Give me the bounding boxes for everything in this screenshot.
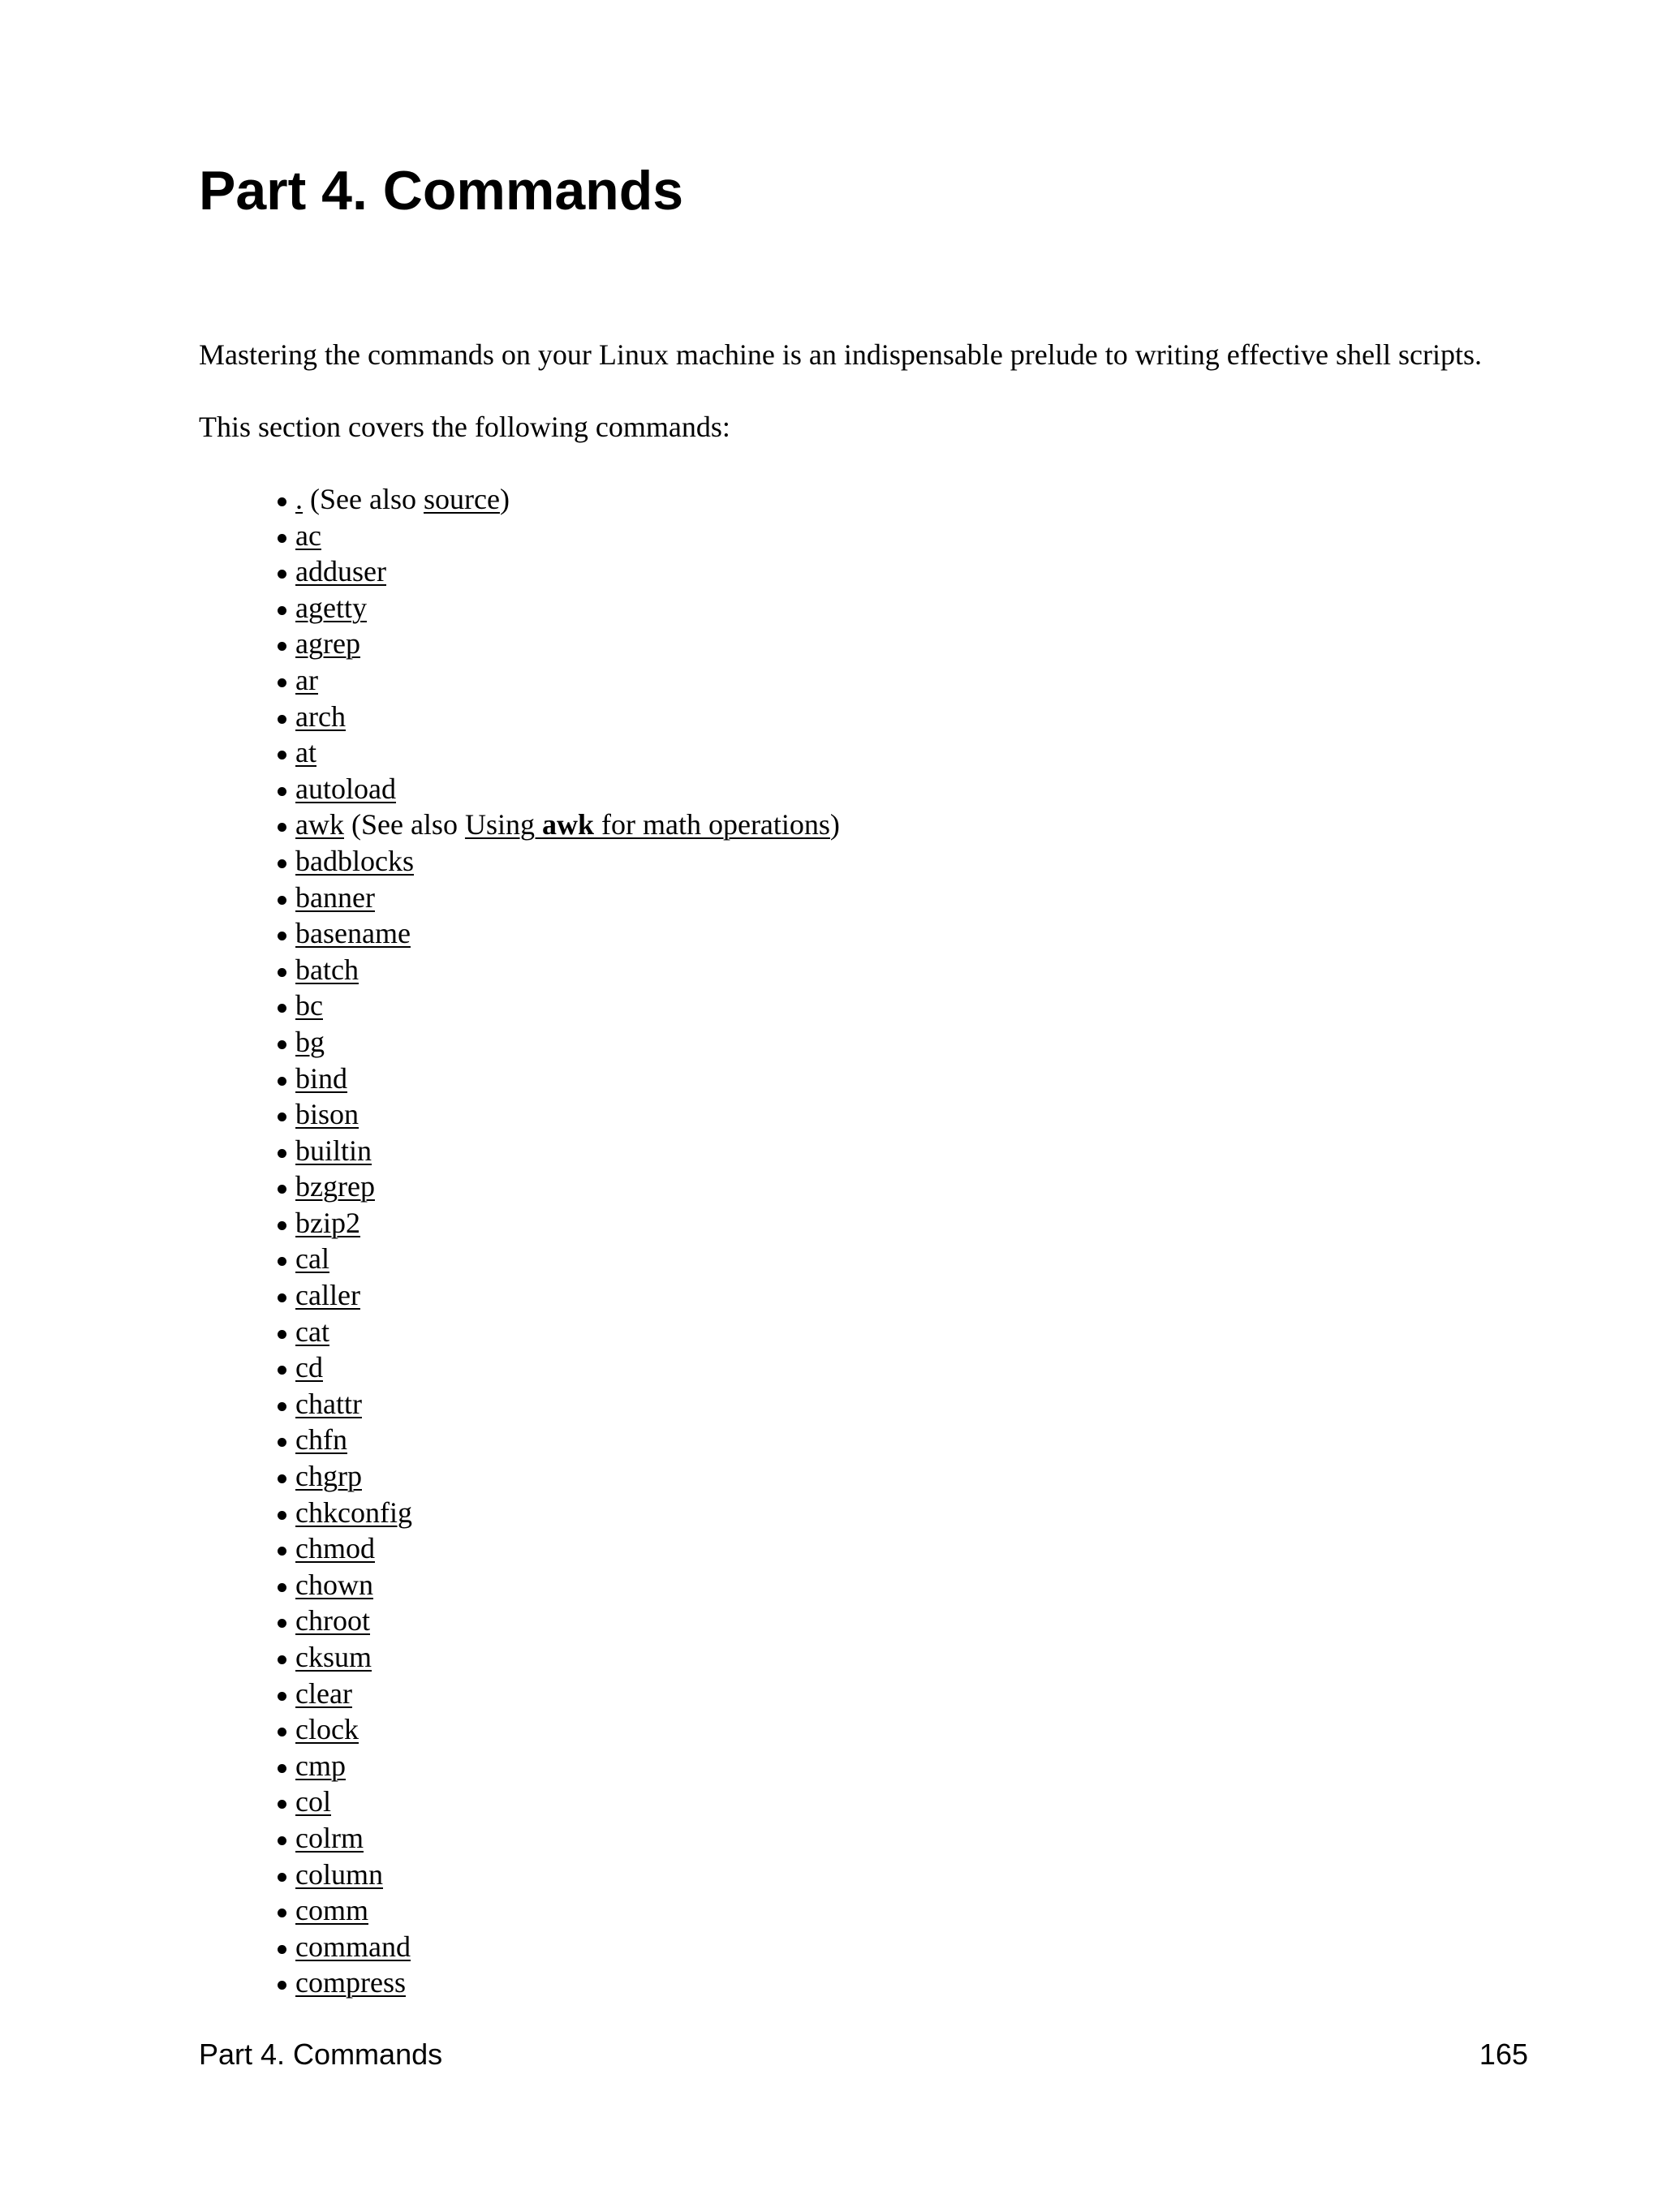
command-link[interactable]: batch <box>295 953 359 986</box>
command-link[interactable]: bg <box>295 1025 325 1058</box>
list-item <box>276 915 840 952</box>
list-item <box>276 1277 840 1314</box>
command-link[interactable]: bind <box>295 1061 348 1095</box>
list-item <box>276 1096 840 1133</box>
footer-title: Part 4. Commands <box>199 2038 443 2071</box>
command-link[interactable]: chgrp <box>295 1460 362 1493</box>
command-link[interactable]: ar <box>295 663 318 696</box>
command-link[interactable]: comm <box>295 1894 368 1927</box>
list-item <box>276 734 840 771</box>
command-link[interactable]: builtin <box>295 1134 372 1167</box>
command-link[interactable]: ac <box>295 519 321 552</box>
command-link[interactable]: basename <box>295 917 411 950</box>
covers-paragraph: This section covers the following commands: <box>199 411 730 443</box>
command-link[interactable]: col <box>295 1785 331 1818</box>
list-item <box>276 1386 840 1422</box>
list-item <box>276 518 840 554</box>
list-item <box>276 880 840 916</box>
command-link[interactable]: cat <box>295 1315 329 1348</box>
command-link[interactable]: colrm <box>295 1821 364 1854</box>
list-item <box>276 481 840 518</box>
command-link[interactable]: adduser <box>295 555 386 588</box>
list-item <box>276 1422 840 1458</box>
command-link[interactable]: command <box>295 1930 411 1963</box>
command-link[interactable]: banner <box>295 880 375 914</box>
command-link[interactable]: compress <box>295 1966 406 1999</box>
command-link[interactable]: cal <box>295 1242 329 1276</box>
list-item <box>276 1603 840 1639</box>
list-item <box>276 1241 840 1277</box>
list-item <box>276 1567 840 1603</box>
command-link[interactable]: chown <box>295 1568 373 1601</box>
list-item <box>276 843 840 880</box>
see-also-prefix: (See also <box>343 808 465 841</box>
list-item <box>276 988 840 1024</box>
list-item <box>276 590 840 626</box>
list-item <box>276 1929 840 1965</box>
see-also-link-text: Using <box>464 808 542 841</box>
list-item <box>276 1133 840 1169</box>
command-link[interactable]: autoload <box>295 772 396 805</box>
see-also-prefix: (See also <box>303 483 424 515</box>
see-also-link[interactable]: source <box>423 483 500 515</box>
list-item <box>276 1892 840 1929</box>
list-item <box>276 1205 840 1242</box>
command-link[interactable]: cksum <box>295 1641 372 1673</box>
list-item <box>276 1530 840 1567</box>
list-item <box>276 1784 840 1820</box>
see-also-link-bold: awk <box>541 808 594 841</box>
list-item <box>276 1314 840 1350</box>
list-item <box>276 1458 840 1495</box>
list-item <box>276 699 840 735</box>
list-item <box>276 771 840 807</box>
list-item <box>276 1820 840 1857</box>
command-link[interactable]: cmp <box>295 1749 346 1782</box>
command-link[interactable]: bc <box>295 989 323 1022</box>
list-item <box>276 626 840 662</box>
page-number: 165 <box>1479 2038 1528 2071</box>
command-link[interactable]: chmod <box>295 1532 375 1565</box>
see-also-suffix: ) <box>499 483 510 515</box>
list-item <box>276 1349 840 1386</box>
see-also-link-text: for math operations <box>594 808 830 841</box>
list-item <box>276 807 840 843</box>
command-link[interactable]: bzgrep <box>295 1170 375 1203</box>
command-link[interactable]: badblocks <box>295 844 414 877</box>
list-item <box>276 1495 840 1531</box>
see-also-link[interactable] <box>465 808 830 841</box>
command-link[interactable]: column <box>295 1857 383 1891</box>
command-link[interactable]: clear <box>295 1676 352 1710</box>
intro-paragraph: Mastering the commands on your Linux machine is an indispensable prelude to writing effective shell scripts. <box>199 338 1482 371</box>
command-link[interactable]: bison <box>295 1098 360 1131</box>
command-link[interactable]: bzip2 <box>295 1206 360 1239</box>
command-link[interactable]: arch <box>295 699 346 733</box>
command-list <box>276 481 840 2001</box>
command-link[interactable]: . <box>295 483 303 515</box>
list-item <box>276 1168 840 1205</box>
list-item <box>276 1857 840 1893</box>
list-item <box>276 1965 840 2001</box>
command-link[interactable]: agetty <box>295 591 367 624</box>
list-item <box>276 1061 840 1097</box>
list-item <box>276 1711 840 1748</box>
command-link[interactable]: chfn <box>295 1423 347 1457</box>
list-item <box>276 1024 840 1061</box>
command-link[interactable]: agrep <box>295 627 360 661</box>
command-link[interactable]: chkconfig <box>295 1495 412 1529</box>
command-link[interactable]: clock <box>295 1713 359 1746</box>
command-link[interactable]: caller <box>295 1279 360 1312</box>
list-item <box>276 662 840 699</box>
command-link[interactable]: cd <box>295 1351 323 1384</box>
list-item <box>276 1639 840 1676</box>
list-item <box>276 1748 840 1784</box>
list-item <box>276 952 840 988</box>
list-item <box>276 1676 840 1712</box>
command-link[interactable]: chroot <box>295 1604 370 1637</box>
list-item <box>276 553 840 590</box>
see-also-suffix: ) <box>829 808 840 841</box>
command-link[interactable]: chattr <box>295 1387 362 1420</box>
command-link[interactable]: awk <box>295 808 344 841</box>
command-link[interactable]: at <box>295 736 316 769</box>
page-title: Part 4. Commands <box>199 160 684 222</box>
